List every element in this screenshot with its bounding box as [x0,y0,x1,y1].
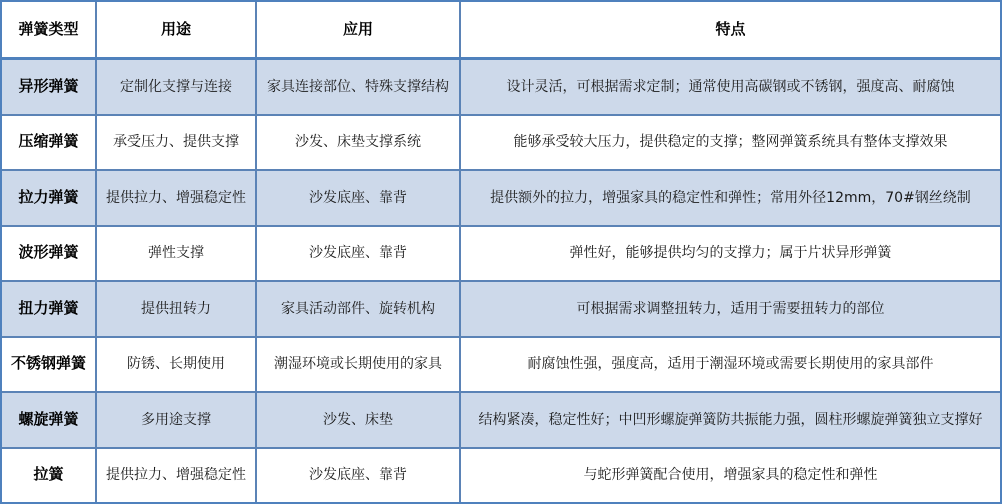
table-row [2,227,1000,283]
column-header-application: 应用 [257,2,461,57]
application-cell: 沙发、床垫 [257,393,461,447]
spring-type-cell: 波形弹簧 [2,227,97,281]
table-row [2,338,1000,394]
application-cell: 家具活动部件、旋转机构 [257,282,461,336]
features-cell: 设计灵活，可根据需求定制；通常使用高碳钢或不锈钢，强度高、耐腐蚀 [506,78,955,95]
application-cell: 沙发、床垫支撑系统 [257,116,461,170]
application-cell: 家具连接部位、特殊支撑结构 [257,60,461,114]
application-cell: 沙发底座、靠背 [257,171,461,225]
features-cell: 结构紧凑，稳定性好；中凹形螺旋弹簧防共振能力强，圆柱形螺旋弹簧独立支撑好 [478,411,983,428]
spring-type-cell: 不锈钢弹簧 [2,338,97,392]
use-cell: 防锈、长期使用 [97,338,257,392]
features-cell: 提供额外的拉力，增强家具的稳定性和弹性；常用外径12mm，70#钢丝绕制 [490,189,971,206]
spring-type-cell: 拉簧 [2,449,97,503]
features-cell: 弹性好，能够提供均匀的支撑力；属于片状异形弹簧 [569,245,892,262]
use-cell: 定制化支撑与连接 [97,60,257,114]
table-row [2,393,1000,449]
use-cell: 承受压力、提供支撑 [97,116,257,170]
features-cell: 与蛇形弹簧配合使用，增强家具的稳定性和弹性 [583,467,878,484]
table-row [2,449,1000,503]
use-cell: 提供拉力、增强稳定性 [97,449,257,503]
table-row [2,116,1000,172]
application-cell: 沙发底座、靠背 [257,227,461,281]
features-cell: 耐腐蚀性强，强度高，适用于潮湿环境或需要长期使用的家具部件 [527,356,934,373]
spring-type-cell: 扭力弹簧 [2,282,97,336]
spring-type-cell: 异形弹簧 [2,60,97,114]
table-header-row [2,2,1000,60]
column-header-spring-type: 弹簧类型 [2,2,97,57]
features-cell: 能够承受较大压力，提供稳定的支撑；整网弹簧系统具有整体支撑效果 [513,134,948,151]
table-row [2,60,1000,116]
use-cell: 多用途支撑 [97,393,257,447]
spring-type-cell: 压缩弹簧 [2,116,97,170]
table-row [2,171,1000,227]
use-cell: 提供扭转力 [97,282,257,336]
spring-type-cell: 拉力弹簧 [2,171,97,225]
spring-type-cell: 螺旋弹簧 [2,393,97,447]
application-cell: 潮湿环境或长期使用的家具 [257,338,461,392]
table-body [2,60,1000,502]
features-cell: 可根据需求调整扭转力，适用于需要扭转力的部位 [576,300,885,317]
column-header-features: 特点 [715,19,746,38]
column-header-use: 用途 [97,2,257,57]
use-cell: 提供拉力、增强稳定性 [97,171,257,225]
use-cell: 弹性支撑 [97,227,257,281]
application-cell: 沙发底座、靠背 [257,449,461,503]
table-row [2,282,1000,338]
